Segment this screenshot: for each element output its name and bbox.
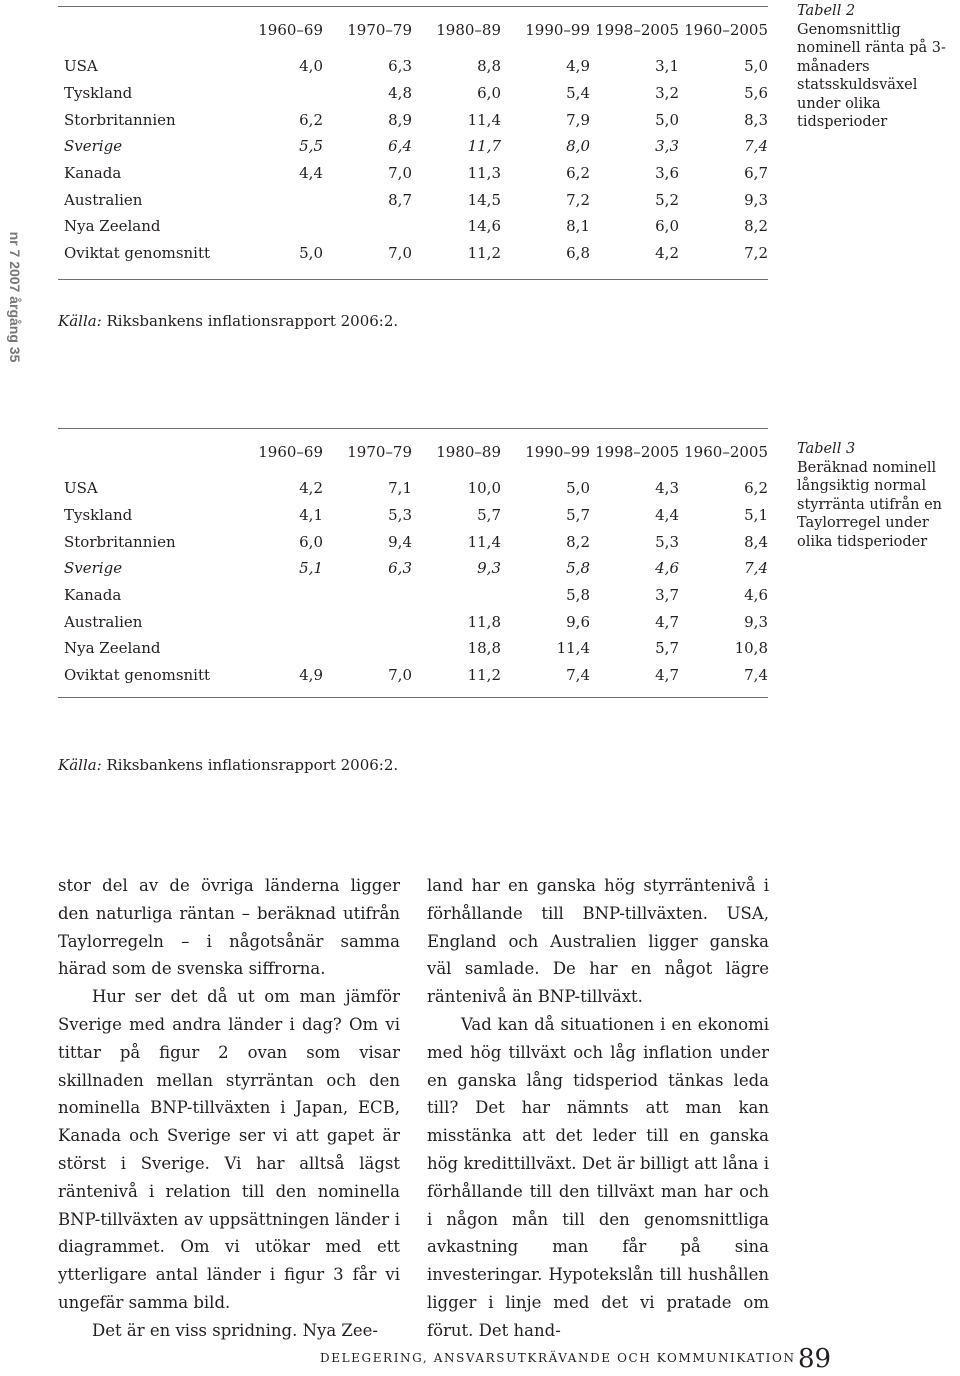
table-2-source (58, 312, 398, 330)
value-cell: 7,0 (388, 244, 412, 263)
value-cell: 5,1 (299, 559, 323, 578)
value-cell: 7,0 (388, 164, 412, 183)
value-cell: 6,7 (744, 164, 768, 183)
value-cell: 8,3 (744, 110, 768, 129)
source-text: Riksbankens inflationsrapport 2006:2. (101, 756, 399, 774)
value-cell: 6,2 (566, 164, 590, 183)
value-cell: 4,3 (655, 479, 679, 498)
value-cell (323, 582, 412, 609)
table-row (58, 240, 768, 267)
value-cell: 14,6 (467, 217, 501, 236)
value-cell: 4,1 (299, 506, 323, 525)
value-cell: 6,4 (388, 137, 412, 156)
value-cell: 5,2 (655, 190, 679, 209)
header-cell: 1980–89 (436, 443, 501, 461)
value-cell: 8,2 (566, 532, 590, 551)
value-cell: 8,2 (744, 217, 768, 236)
table-3-caption (797, 440, 957, 551)
table-2 (58, 6, 768, 280)
caption-text: Genomsnittlig nominell ränta på 3-månaders statsskuldsväxel under olika tidsperioder (797, 21, 946, 131)
table-row (58, 133, 768, 160)
value-cell: 7,9 (566, 110, 590, 129)
running-footer: DELEGERING, ANSVARSUTKRÄVANDE OCH KOMMUNIKATION (320, 1351, 796, 1365)
value-cell: 4,2 (299, 479, 323, 498)
table-row (58, 475, 768, 502)
country-cell: Sverige (64, 137, 123, 156)
value-cell: 8,9 (388, 110, 412, 129)
header-cell: 1960–2005 (684, 21, 768, 39)
value-cell: 7,4 (744, 137, 768, 156)
table-3 (58, 428, 768, 698)
source-label: Källa: (58, 312, 102, 330)
page-number: 89 (798, 1344, 832, 1374)
paragraph: Hur ser det då ut om man jämför Sverige med andra länder i dag? Om vi tittar på figur 2 ovan som visar skillnaden mellan styrräntan och den nominella BNP-tillväxten i Japan, ECB, Kanada och Sverige ser vi att gapet är störst i Sverige. Vi har alltså lägst räntenivå i relation till den nominella BNP-tillväxten av uppsättningen länder i diagrammet. Om vi utökar med ett ytterligare antal länder i figur 3 får vi ungefär samma bild. (58, 987, 400, 1312)
value-cell: 7,4 (744, 559, 768, 578)
value-cell: 6,0 (299, 532, 323, 551)
country-cell: USA (64, 57, 98, 76)
header-cell: 1990–99 (525, 21, 590, 39)
paragraph: Det är en viss spridning. Nya Zee- (92, 1320, 379, 1340)
value-cell: 9,6 (566, 612, 590, 631)
value-cell: 5,0 (566, 479, 590, 498)
value-cell: 11,3 (467, 164, 501, 183)
country-cell: Australien (64, 190, 143, 209)
header-cell: 1960–69 (258, 21, 323, 39)
country-cell: Storbritannien (64, 532, 176, 551)
table-row (58, 555, 768, 582)
table-row (58, 582, 768, 609)
value-cell: 5,6 (744, 84, 768, 103)
value-cell: 4,9 (566, 57, 590, 76)
value-cell: 11,8 (467, 612, 501, 631)
table-2-caption (797, 2, 957, 132)
value-cell: 5,4 (566, 84, 590, 103)
country-cell: Sverige (64, 559, 123, 578)
table-header-row (58, 7, 768, 53)
caption-title: Tabell 2 (797, 3, 856, 19)
value-cell: 8,1 (566, 217, 590, 236)
header-cell: 1998–2005 (595, 21, 679, 39)
value-cell: 7,0 (388, 666, 412, 685)
header-cell: 1960–69 (258, 443, 323, 461)
value-cell: 11,4 (556, 639, 590, 658)
value-cell: 5,8 (566, 559, 590, 578)
header-cell: 1970–79 (347, 443, 412, 461)
value-cell: 7,1 (388, 479, 412, 498)
value-cell: 11,4 (467, 110, 501, 129)
country-cell: Tyskland (64, 84, 133, 103)
value-cell: 9,3 (744, 190, 768, 209)
value-cell: 3,3 (655, 137, 679, 156)
table-row (58, 53, 768, 80)
value-cell: 6,2 (744, 479, 768, 498)
value-cell (412, 582, 501, 609)
value-cell: 4,0 (299, 57, 323, 76)
value-cell: 7,2 (566, 190, 590, 209)
value-cell: 11,4 (467, 532, 501, 551)
table-header-row (58, 429, 768, 475)
value-cell: 8,8 (477, 57, 501, 76)
value-cell (234, 186, 323, 213)
country-cell: Tyskland (64, 506, 133, 525)
table-row (58, 80, 768, 107)
side-label-text: nr 7 2007 årgång 35 (7, 231, 23, 363)
table-row (58, 635, 768, 662)
body-column-right (427, 872, 769, 1345)
value-cell (323, 608, 412, 635)
value-cell: 3,2 (655, 84, 679, 103)
value-cell: 4,9 (299, 666, 323, 685)
value-cell: 5,0 (655, 110, 679, 129)
body-column-left (58, 872, 400, 1345)
value-cell: 8,4 (744, 532, 768, 551)
value-cell: 6,0 (477, 84, 501, 103)
paragraph: stor del av de övriga länderna ligger den naturliga räntan – beräknad utifrån Taylorregeln – i någotsånär samma härad som de svenska siffrorna. (58, 876, 400, 979)
value-cell: 3,7 (655, 586, 679, 605)
value-cell: 5,8 (566, 586, 590, 605)
value-cell: 6,3 (388, 559, 412, 578)
source-label: Källa: (58, 756, 102, 774)
value-cell: 5,0 (744, 57, 768, 76)
table-2-grid (58, 7, 768, 267)
country-cell: Kanada (64, 164, 122, 183)
table-row (58, 106, 768, 133)
value-cell: 4,6 (744, 586, 768, 605)
country-cell: Nya Zeeland (64, 217, 161, 236)
table-row (58, 608, 768, 635)
country-cell: Oviktat genomsnitt (64, 244, 211, 263)
value-cell: 8,7 (388, 190, 412, 209)
table-row (58, 213, 768, 240)
table-row (58, 502, 768, 529)
value-cell: 5,5 (299, 137, 323, 156)
caption-text: Beräknad nominell långsiktig normal styrränta utifrån en Taylorregel under olika tidsperioder (797, 459, 942, 550)
value-cell: 4,4 (655, 506, 679, 525)
table-row (58, 528, 768, 555)
header-cell (58, 429, 234, 475)
value-cell: 5,7 (477, 506, 501, 525)
value-cell (234, 582, 323, 609)
value-cell: 18,8 (467, 639, 501, 658)
value-cell: 5,7 (655, 639, 679, 658)
country-cell: Oviktat genomsnitt (64, 666, 211, 685)
paragraph: Vad kan då situationen i en ekonomi med hög tillväxt och låg inflation under en ganska lång tidsperiod tänkas leda till? Det har nämnts att man kan misstänka att det leder till en ganska hög kredittillväxt. Det är billigt att låna i förhållande till den tillväxt man har och i någon mån till den genomsnittliga avkastning man får på sina investeringar. Hypotekslån till hushållen ligger i linje med det vi pratade om förut. Det hand- (427, 1014, 769, 1340)
value-cell: 10,0 (467, 479, 501, 498)
header-cell: 1960–2005 (684, 443, 768, 461)
value-cell: 5,0 (299, 244, 323, 263)
value-cell (234, 635, 323, 662)
value-cell: 7,4 (744, 666, 768, 685)
country-cell: Kanada (64, 586, 122, 605)
value-cell: 14,5 (467, 190, 501, 209)
table-row (58, 186, 768, 213)
country-cell: Storbritannien (64, 110, 176, 129)
table-bottom-rule (58, 279, 768, 280)
value-cell: 4,8 (388, 84, 412, 103)
header-cell: 1998–2005 (595, 443, 679, 461)
value-cell: 11,2 (467, 666, 501, 685)
value-cell: 3,1 (655, 57, 679, 76)
country-cell: USA (64, 479, 98, 498)
value-cell: 5,1 (744, 506, 768, 525)
value-cell (234, 608, 323, 635)
table-row (58, 160, 768, 187)
country-cell: Nya Zeeland (64, 639, 161, 658)
value-cell: 7,4 (566, 666, 590, 685)
source-text: Riksbankens inflationsrapport 2006:2. (101, 312, 399, 330)
value-cell: 6,0 (655, 217, 679, 236)
value-cell: 4,7 (655, 612, 679, 631)
value-cell: 11,7 (467, 137, 501, 156)
header-cell (58, 7, 234, 53)
value-cell: 8,0 (566, 137, 590, 156)
caption-title: Tabell 3 (797, 441, 856, 457)
table-row (58, 662, 768, 689)
header-cell: 1990–99 (525, 443, 590, 461)
header-cell: 1970–79 (347, 21, 412, 39)
table-bottom-rule (58, 697, 768, 698)
value-cell: 5,3 (655, 532, 679, 551)
value-cell: 3,6 (655, 164, 679, 183)
value-cell: 5,3 (388, 506, 412, 525)
value-cell (234, 80, 323, 107)
value-cell: 11,2 (467, 244, 501, 263)
value-cell: 9,3 (477, 559, 501, 578)
value-cell: 6,2 (299, 110, 323, 129)
value-cell: 10,8 (734, 639, 768, 658)
value-cell: 9,3 (744, 612, 768, 631)
value-cell: 4,7 (655, 666, 679, 685)
value-cell: 7,2 (744, 244, 768, 263)
country-cell: Australien (64, 612, 143, 631)
value-cell: 9,4 (388, 532, 412, 551)
value-cell: 4,4 (299, 164, 323, 183)
value-cell: 6,3 (388, 57, 412, 76)
value-cell: 5,7 (566, 506, 590, 525)
value-cell (323, 213, 412, 240)
value-cell (234, 213, 323, 240)
value-cell: 6,8 (566, 244, 590, 263)
header-cell: 1980–89 (436, 21, 501, 39)
value-cell: 4,2 (655, 244, 679, 263)
value-cell: 4,6 (655, 559, 679, 578)
paragraph: land har en ganska hög styrräntenivå i förhållande till BNP-tillväxten. USA, England och Australien ligger ganska väl samlade. De har en något lägre räntenivå än BNP-tillväxt. (427, 876, 769, 1007)
table-3-source (58, 756, 398, 774)
table-3-grid (58, 429, 768, 689)
value-cell (323, 635, 412, 662)
side-label (4, 222, 26, 372)
